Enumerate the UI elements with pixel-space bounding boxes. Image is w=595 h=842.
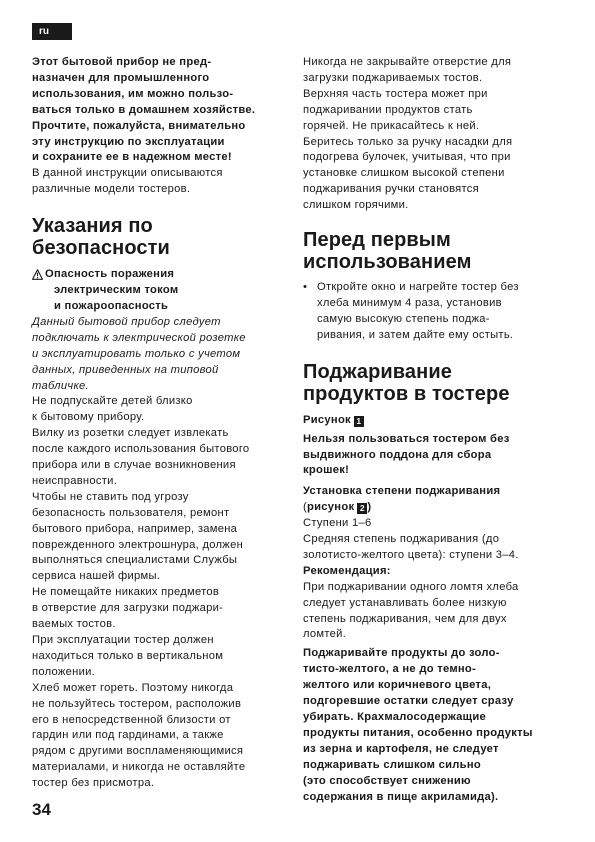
text-line: поджаривать слишком сильно: [303, 758, 481, 771]
text-line: подогрева булочек, учитывая, что при: [303, 151, 511, 164]
text-line: после каждого использования бытового: [32, 443, 250, 456]
page-number: 34: [32, 800, 51, 819]
intro-warning: [32, 55, 290, 166]
steps-range: Ступени 1–6: [303, 517, 372, 530]
text-line: находиться только в вертикальном: [32, 649, 224, 662]
text-line: подгоревшие остатки следует сразу: [303, 695, 514, 708]
text-line: гардин или под гардинами, а также: [32, 729, 224, 742]
paren-close: ): [367, 501, 372, 514]
intro-note-line: различные модели тостеров.: [32, 183, 191, 196]
intro-line: и сохраните ее в надежном месте!: [32, 151, 232, 164]
text-line: Хлеб может гореть. Поэтому никогда: [32, 681, 234, 694]
text-line: бытового прибора, например, замена: [32, 522, 238, 535]
toasting-heading-line: Поджаривание: [303, 360, 452, 383]
acrylamide-warning: [303, 646, 567, 805]
text-line: поджаривании продуктов стать: [303, 103, 473, 116]
text-line: прибора или в случае возникновения: [32, 459, 236, 472]
first-use-heading-line: Перед первым: [303, 229, 451, 252]
text-line: Чтобы не ставить под угрозу: [32, 490, 189, 503]
text-line: ривания, и затем дайте ему остыть.: [317, 328, 514, 341]
text-line: Вилку из розетки следует извлекать: [32, 427, 229, 440]
text-line: продукты питания, особенно продукты: [303, 726, 533, 739]
text-line: Никогда не закрывайте отверстие для: [303, 56, 512, 68]
text-line: ваемых тостов.: [32, 618, 116, 631]
text-line: Не подпускайте детей близко: [32, 395, 193, 408]
italic-line: Данный бытовой прибор следует: [32, 315, 221, 328]
language-tab: ru: [32, 23, 72, 40]
intro-note-line: В данной инструкции описываются: [32, 167, 223, 180]
figure-number-badge: 2: [357, 503, 367, 514]
warning-line: и пожароопасность: [54, 299, 169, 312]
text-line: безопасность пользователя, ремонт: [32, 506, 230, 519]
text-line: убирать. Крахмалосодержащие: [303, 711, 487, 723]
text-line: не пользуйтесь тостером, расположив: [32, 697, 242, 710]
text-line: (это способствует снижению: [303, 774, 471, 787]
intro-note: [32, 166, 290, 198]
text-line: содержания в пище акриламида).: [303, 790, 499, 803]
safety-paragraph: [32, 633, 290, 681]
text-line: Нельзя пользоваться тостером без: [303, 432, 510, 445]
italic-line: данных, приведенных на типовой: [32, 363, 219, 376]
text-line: следует устанавливать более низкую: [303, 596, 507, 609]
intro-line: назначен для промышленного: [32, 71, 210, 84]
text-line: слишком горячими.: [303, 199, 409, 212]
text-line: поджаривания ручки становятся: [303, 183, 480, 196]
text-line: выдвижного поддона для сбора: [303, 448, 492, 461]
text-line: самую высокую степень поджа-: [317, 312, 490, 325]
safety-paragraph: [303, 87, 567, 214]
text-line: Поджаривайте продукты до золо-: [303, 647, 500, 660]
text-line: При поджаривании одного ломтя хлеба: [303, 580, 519, 593]
text-line: поврежденного электрошнура, должен: [32, 538, 244, 551]
intro-line: Прочтите, пожалуйста, внимательно: [32, 119, 246, 132]
bullet-point: •: [303, 281, 307, 294]
text-line: Беритесь только за ручку насадки для: [303, 135, 513, 148]
italic-line: подключать к электрической розетке: [32, 331, 246, 344]
safety-paragraph: [32, 426, 290, 490]
recommendation-title: Рекомендация:: [303, 564, 391, 577]
figure-reference: [303, 413, 567, 429]
safety-heading: [32, 215, 290, 259]
text-line: золотисто-желтого цвета): ступени 3–4.: [303, 548, 519, 561]
text-line: тостер без присмотра.: [32, 777, 155, 790]
text-line: При эксплуатации тостер должен: [32, 634, 214, 646]
intro-line: использования, им можно пользо-: [32, 87, 234, 100]
right-column: [303, 55, 567, 805]
text-line: положении.: [32, 665, 96, 678]
text-line: Откройте окно и нагрейте тостер без: [317, 281, 519, 294]
italic-line: табличке.: [32, 379, 89, 392]
text-line: хлеба минимум 4 раза, установив: [317, 296, 502, 309]
text-line: степень поджаривания, чем для двух: [303, 612, 507, 625]
text-line: в отверстие для загрузки поджари-: [32, 602, 224, 615]
crumb-tray-warning: [303, 432, 567, 480]
paren-open: (: [303, 501, 308, 514]
safety-paragraph: [32, 490, 290, 585]
text-line: установке слишком высокой степени: [303, 167, 505, 180]
figure-number-badge: 1: [354, 416, 364, 427]
toasting-heading: [303, 361, 567, 405]
text-line: крошек!: [303, 464, 350, 477]
text-line: выполняться специалистами Службы: [32, 554, 238, 567]
setting-figure-ref: [303, 500, 567, 516]
safety-heading-line: безопасности: [32, 237, 170, 260]
text-line: Не помещайте никаких предметов: [32, 586, 220, 599]
electric-shock-warning: [32, 267, 290, 315]
intro-line: Этот бытовой прибор не пред-: [32, 56, 212, 68]
safety-paragraph: [32, 394, 290, 426]
text-line: тисто-желтого, а не до темно-: [303, 663, 477, 676]
rating-plate-note: [32, 315, 290, 395]
text-line: горячей. Не прикасайтесь к ней.: [303, 119, 480, 132]
recommendation-text: [303, 580, 567, 644]
first-use-heading-line: использованием: [303, 251, 472, 274]
toasting-heading-line: продуктов в тостере: [303, 382, 510, 405]
warning-triangle-icon: [32, 269, 43, 280]
first-use-instruction: [303, 280, 567, 344]
text-line: ломтей.: [303, 628, 347, 641]
left-column: [32, 55, 290, 792]
safety-heading-line: Указания по: [32, 215, 153, 238]
text-line: рядом с другими воспламеняющимися: [32, 745, 244, 758]
text-line: Верхняя часть тостера может при: [303, 87, 488, 100]
text-line: загрузки поджариваемых тостов.: [303, 71, 483, 84]
first-use-heading: [303, 229, 567, 273]
safety-paragraph: [32, 681, 290, 792]
text-line: к бытовому прибору.: [32, 411, 145, 424]
text-line: неисправности.: [32, 474, 118, 487]
intro-line: эту инструкцию по эксплуатации: [32, 135, 225, 148]
safety-paragraph: [32, 585, 290, 633]
text-line: материалами, и никогда не оставляйте: [32, 761, 246, 774]
safety-paragraph: [303, 55, 567, 87]
intro-line: ваться только в домашнем хозяйстве.: [32, 103, 256, 116]
setting-figure-label: рисунок: [307, 501, 355, 514]
setting-title: Установка степени поджаривания: [303, 485, 501, 498]
text-line: сервиса нашей фирмы.: [32, 570, 161, 583]
figure-label: Рисунок: [303, 413, 351, 426]
text-line: Средняя степень поджаривания (до: [303, 533, 500, 546]
italic-line: и эксплуатировать только с учетом: [32, 347, 241, 360]
text-line: из зерна и картофеля, не следует: [303, 742, 499, 755]
text-line: желтого или коричневого цвета,: [303, 679, 492, 692]
warning-line: Опасность поражения: [45, 268, 175, 281]
warning-line: электрическим током: [54, 284, 179, 297]
text-line: его в непосредственной близости от: [32, 713, 231, 726]
